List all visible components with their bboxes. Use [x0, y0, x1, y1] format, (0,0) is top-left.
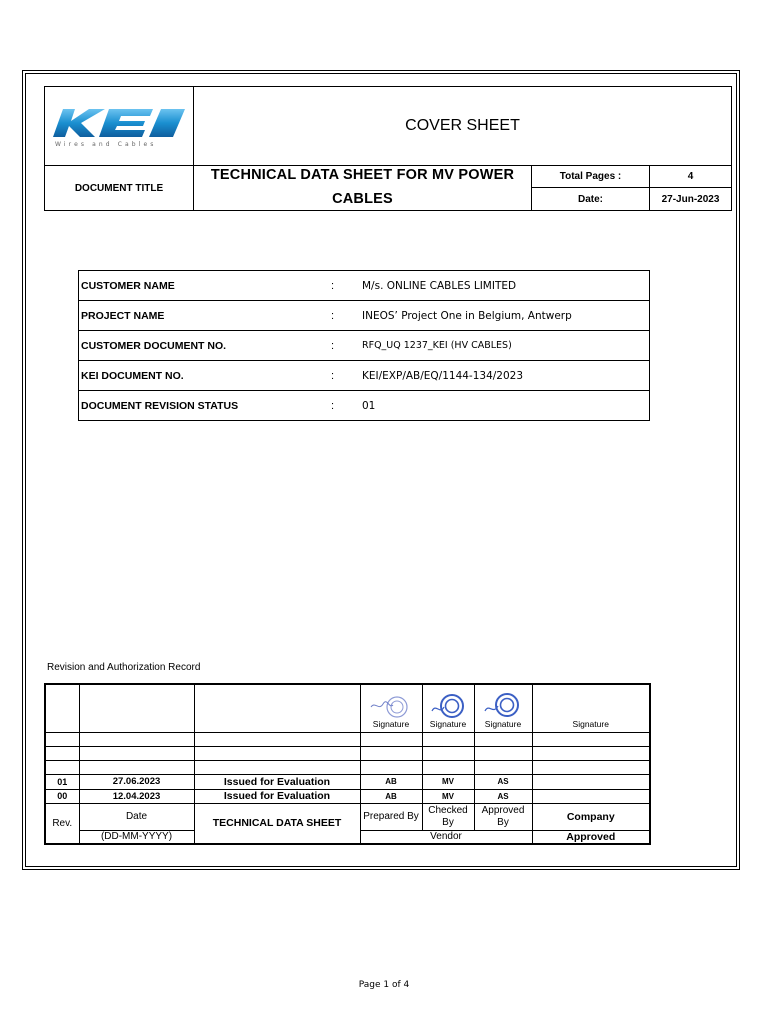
- document-title-label: DOCUMENT TITLE: [74, 182, 164, 194]
- col-company-approved: Approved: [532, 830, 650, 844]
- table-row: [45, 732, 650, 746]
- table-cell: [194, 746, 360, 760]
- rev-checked-by: MV: [422, 789, 474, 803]
- table-cell: [474, 732, 532, 746]
- signature-stamp-icon: [426, 693, 470, 719]
- info-colon: :: [331, 370, 335, 382]
- table-cell: [474, 760, 532, 774]
- table-row: [45, 746, 650, 760]
- document-title-value: [194, 163, 531, 211]
- column-header-row: [45, 803, 650, 830]
- signature-label: Signature: [572, 718, 609, 729]
- signature-label: Signature: [372, 718, 410, 729]
- info-row-customer-name: [79, 271, 649, 301]
- date-value: 27-Jun-2023: [661, 193, 720, 205]
- rev-prepared-by: AB: [360, 789, 422, 803]
- table-cell: [422, 746, 474, 760]
- table-cell: [79, 732, 194, 746]
- table-cell: [422, 732, 474, 746]
- info-label: CUSTOMER NAME: [81, 280, 175, 292]
- signature-cell: [532, 684, 650, 732]
- revision-caption: Revision and Authorization Record: [47, 662, 201, 673]
- page-number: Page 1 of 4: [358, 980, 410, 990]
- revision-row: [45, 789, 650, 803]
- col-company: Company: [532, 803, 650, 830]
- table-row: [45, 760, 650, 774]
- info-row-revision-status: [79, 391, 649, 421]
- info-row-project-name: [79, 301, 649, 331]
- document-title-line1: TECHNICAL DATA SHEET FOR MV POWER: [210, 167, 515, 183]
- table-cell: [360, 746, 422, 760]
- info-colon: :: [331, 400, 335, 412]
- table-cell: [45, 746, 79, 760]
- info-value: KEI/EXP/AB/EQ/1144-134/2023: [362, 370, 524, 382]
- col-date: Date: [79, 803, 194, 830]
- col-date-format: (DD-MM-YYYY): [79, 830, 194, 844]
- table-cell: [45, 684, 79, 732]
- signature-label: Signature: [429, 718, 467, 729]
- info-label: PROJECT NAME: [81, 310, 165, 322]
- info-label: CUSTOMER DOCUMENT NO.: [81, 340, 227, 352]
- info-label: KEI DOCUMENT NO.: [81, 370, 184, 382]
- info-colon: :: [331, 310, 335, 322]
- info-colon: :: [331, 280, 335, 292]
- table-cell: [45, 760, 79, 774]
- table-cell: [532, 774, 650, 789]
- rev-number: 01: [45, 774, 79, 789]
- rev-description: Issued for Evaluation: [194, 774, 360, 789]
- table-cell: [422, 760, 474, 774]
- col-rev: Rev.: [45, 803, 79, 844]
- table-cell: [532, 789, 650, 803]
- revision-table: [44, 683, 651, 845]
- info-row-kei-document-no: [79, 361, 649, 391]
- col-approved-by: Approved By: [474, 803, 532, 830]
- rev-date: 27.06.2023: [79, 774, 194, 789]
- table-cell: [532, 746, 650, 760]
- revision-row: [45, 774, 650, 789]
- date-label: Date:: [577, 193, 603, 205]
- cover-sheet-title: COVER SHEET: [405, 117, 520, 134]
- table-cell: [532, 732, 650, 746]
- rev-prepared-by: AB: [360, 774, 422, 789]
- table-cell: [194, 684, 360, 732]
- logo-tagline: Wires and Cables: [55, 141, 157, 148]
- rev-approved-by: AS: [474, 774, 532, 789]
- signature-cell: [474, 684, 532, 732]
- signature-cell: [422, 684, 474, 732]
- info-label: DOCUMENT REVISION STATUS: [81, 400, 239, 412]
- col-prepared-by: Prepared By: [360, 803, 422, 830]
- signature-row: [45, 684, 650, 732]
- table-cell: [360, 732, 422, 746]
- table-cell: [194, 760, 360, 774]
- signature-cell: [360, 684, 422, 732]
- rev-description: Issued for Evaluation: [194, 789, 360, 803]
- table-cell: [360, 760, 422, 774]
- table-cell: [532, 760, 650, 774]
- signature-label: Signature: [484, 718, 522, 729]
- info-value: M/s. ONLINE CABLES LIMITED: [362, 280, 517, 292]
- table-cell: [194, 732, 360, 746]
- kei-logo-icon: [49, 103, 189, 149]
- total-pages-value: 4: [687, 171, 694, 182]
- table-cell: [474, 746, 532, 760]
- table-cell: [79, 746, 194, 760]
- company-logo: [45, 87, 193, 165]
- document-title-line2: CABLES: [332, 191, 393, 207]
- col-checked-by: Checked By: [422, 803, 474, 830]
- info-value: RFQ_UQ 1237_KEI (HV CABLES): [362, 340, 512, 351]
- rev-date: 12.04.2023: [79, 789, 194, 803]
- rev-approved-by: AS: [474, 789, 532, 803]
- table-cell: [79, 684, 194, 732]
- table-cell: [45, 732, 79, 746]
- info-value: 01: [362, 400, 376, 412]
- info-value: INEOS’ Project One in Belgium, Antwerp: [362, 310, 572, 322]
- info-row-customer-document-no: [79, 331, 649, 361]
- table-cell: [79, 760, 194, 774]
- signature-stamp-icon: [481, 693, 525, 719]
- rev-checked-by: MV: [422, 774, 474, 789]
- document-info-table: [78, 270, 650, 421]
- info-colon: :: [331, 340, 335, 352]
- signature-stamp-icon: [369, 695, 413, 719]
- col-vendor: Vendor: [360, 830, 532, 844]
- col-description: TECHNICAL DATA SHEET: [194, 803, 360, 844]
- rev-number: 00: [45, 789, 79, 803]
- total-pages-label: Total Pages :: [559, 171, 622, 182]
